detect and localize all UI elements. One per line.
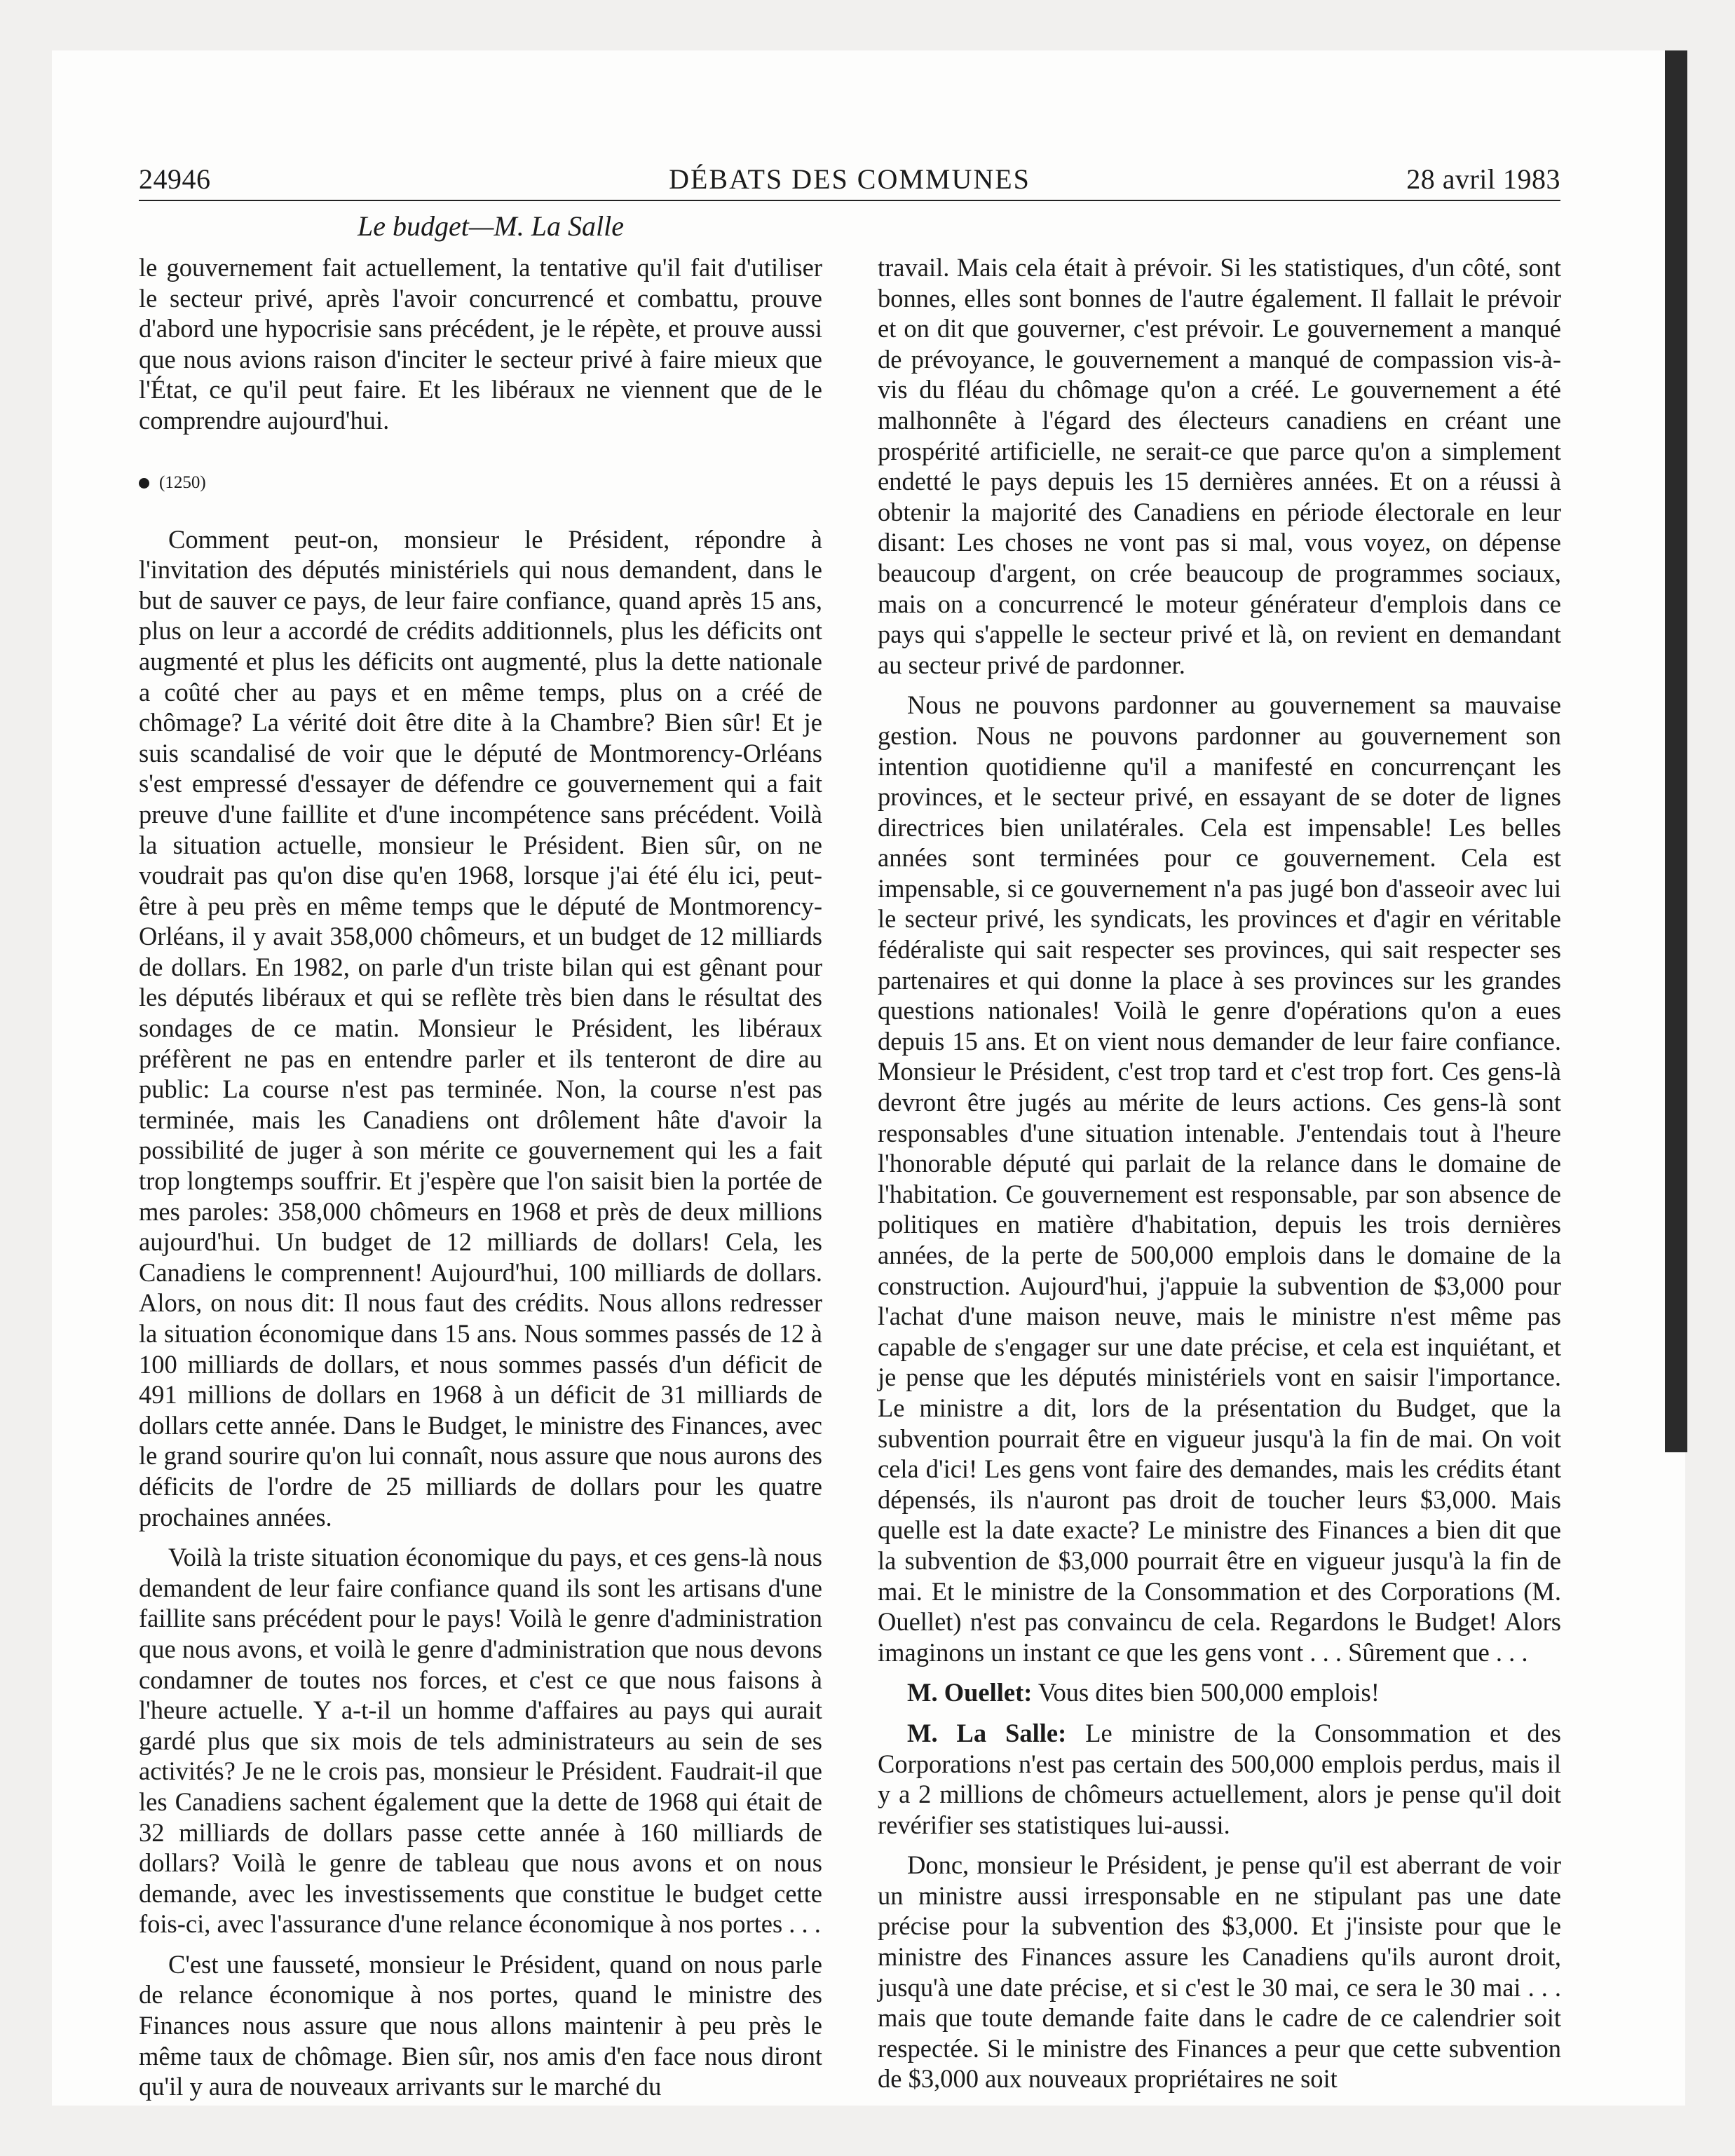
page-header [139, 160, 1560, 199]
speech-text: Le ministre de la Consommation et des Corporations n'est pas certain des 500,000 emplois perdus, mais il y a 2 millions de chômeurs actuellement, alors je pense qu'il doit revérifier ses statistiques lui-aussi. [878, 1718, 1561, 1839]
scan-edge-bar [1665, 50, 1687, 1452]
interjection [878, 1677, 1561, 1708]
time-marker [139, 472, 822, 493]
journal-title: DÉBATS DES COMMUNES [669, 163, 1030, 195]
paragraph: C'est une fausseté, monsieur le Président, quand on nous parle de relance économique à nos portes, quand le ministre des Finances nous assure que nous allons maintenir à peu près le même taux de chômage. Bien sûr, nos amis d'en face nous diront qu'il y aura de nouveaux arrivants sur le marché du [139, 1949, 822, 2101]
paragraph: Nous ne pouvons pardonner au gouvernement sa mauvaise gestion. Nous ne pouvons pardonner au gouvernement son intention quotidienne qu'il a manifesté en concurrençant les provinces, et le secteur privé, en essayant de se doter de lignes directrices bien unilatérales. Cela est impensable! Les belles années sont terminées pour ce gouvernement. Cela est impensable, si ce gouvernement n'a pas jugé bon d'asseoir avec lui le secteur privé, les syndicats, les provinces et d'agir en véritable fédéraliste qui sait respecter ses provinces, qui sait respecter ses partenaires et qui donne la place à ses provinces sur les grandes questions nationales! Voilà le genre d'opérations qu'on a eues depuis 15 ans. Et on vient nous demander de leur faire confiance. Monsieur le Président, c'est trop tard et c'est trop fort. Ces gens-là devront être jugés au mérite de leurs actions. Ces gens-là sont responsables d'une situation intenable. J'entendais tout à l'heure l'honorable député qui parlait de la relance dans le domaine de l'habitation. Ce gouvernement est responsable, par son absence de politiques en matière d'habitation, depuis les trois dernières années, de la perte de 500,000 emplois dans le domaine de la construction. Aujourd'hui, j'appuie la subvention de $3,000 pour l'achat d'une maison neuve, mais le ministre n'est même pas capable de s'engager sur une date précise, et cela est inquiétant, et je pense que les députés ministériels vont en saisir l'importance. Le ministre a dit, lors de la présentation du Budget, que la subvention pourrait être en vigueur jusqu'à la fin de mai. On voit cela d'ici! Les gens vont faire des demandes, mais les crédits étant dépensés, ils n'auront pas droit de toucher leurs $3,000. Mais quelle est la date exacte? Le ministre des Finances a bien dit que la subvention de $3,000 pourrait être en vigueur jusqu'à la fin de mai. Et le ministre de la Consommation et des Corporations (M. Ouellet) n'est pas convaincu de cela. Regardons le Budget! Alors imaginons un instant ce que les gens vont . . . Sûrement que . . . [878, 690, 1561, 1667]
bullet-icon [139, 478, 149, 489]
reply [878, 1718, 1561, 1840]
running-head: Le budget—M. La Salle [358, 210, 624, 242]
time-marker-text: (1250) [159, 472, 206, 492]
paragraph: Donc, monsieur le Président, je pense qu'il est aberrant de voir un ministre aussi irresponsable en ne stipulant pas une date précise pour la subvention des $3,000. Et j'insiste pour que le ministre des Finances assure les Canadiens qu'ils auront droit, jusqu'à une date précise, et si c'est le 30 mai, ce sera le 30 mai . . . mais que toute demande faite dans le cadre de ce calendrier soit respectée. Si le ministre des Finances a peur que cette subvention de $3,000 aux nouveaux propriétaires ne soit [878, 1850, 1561, 2094]
header-rule [139, 200, 1560, 201]
paragraph: travail. Mais cela était à prévoir. Si les statistiques, d'un côté, sont bonnes, elles sont bonnes de l'autre également. Il fallait le prévoir et on dit que gouverner, c'est prévoir. Le gouvernement a manqué de prévoyance, le gouvernement a manqué de compassion vis-à-vis du fléau du chômage qu'on a créé. Le gouvernement a été malhonnête à l'égard des électeurs canadiens en créant une prospérité artificielle, ne serait-ce que parce qu'on a simplement endetté le pays depuis les 15 dernières années. Et on a réussi à obtenir la majorité des Canadiens en période électorale en leur disant: Les choses ne vont pas si mal, vous voyez, on dépense beaucoup d'argent, on crée beaucoup de programmes sociaux, mais on a concurrencé le moteur générateur d'emplois dans ce pays qui s'appelle le secteur privé et là, on revient en demandant au secteur privé de pardonner. [878, 253, 1561, 679]
paragraph: Voilà la triste situation économique du pays, et ces gens-là nous demandent de leur faire confiance quand ils sont les artisans d'une faillite sans précédent pour le pays! Voilà le genre d'administration que nous avons, et voilà le genre d'administration que nous devons condamner de toutes nos forces, et c'est ce que nous faisons à l'heure actuelle. Y a-t-il un homme d'affaires au pays qui aurait gardé plus que six mois de tels administrateurs au sein de ses activités? Je ne le crois pas, monsieur le Président. Faudrait-il que les Canadiens sachent également que la dette de 1968 qui était de 32 milliards de dollars passe cette année à 160 milliards de dollars? Voilà le genre de tableau que nous avons et on nous demande, avec les investissements que constitue le budget cette fois-ci, avec l'assurance d'une relance économique à nos portes . . . [139, 1543, 822, 1939]
speech-text: Vous dites bien 500,000 emplois! [1037, 1678, 1380, 1707]
left-column [139, 252, 822, 2112]
speaker-name: M. Ouellet: [907, 1678, 1033, 1707]
paragraph: le gouvernement fait actuellement, la tentative qu'il fait d'utiliser le secteur privé, après l'avoir concurrencé et combattu, prouve d'abord une hypocrisie sans précédent, je le répète, et prouve aussi que nous avions raison d'inciter le secteur privé à faire mieux que l'État, ce qu'il peut faire. Et les libéraux ne viennent que de le comprendre aujourd'hui. [139, 253, 822, 435]
right-column [878, 252, 1561, 2104]
paragraph: Comment peut-on, monsieur le Président, répondre à l'invitation des députés ministériels qui nous demandent, dans le but de sauver ce pays, de leur faire confiance, quand après 15 ans, plus on leur a accordé de crédits additionnels, plus les déficits ont augmenté et plus les déficits ont augmenté, plus la dette nationale a coûté cher au pays et en même temps, plus on a créé de chômage? La vérité doit être dite à la Chambre? Bien sûr! Et je suis scandalisé de voir que le député de Montmorency-Orléans s'est empressé d'essayer de défendre ce gouvernement qui a fait preuve d'une faillite et d'une incompétence sans précédent. Voilà la situation actuelle, monsieur le Président. Bien sûr, on ne voudrait pas qu'on dise qu'en 1968, lorsque j'ai été élu ici, peut-être à peu près en même temps que le député de Montmorency-Orléans, il y avait 358,000 chômeurs, et un budget de 12 milliards de dollars. En 1982, on parle d'un triste bilan qui est gênant pour les députés libéraux et qui se reflète très bien dans le résultat des sondages de ce matin. Monsieur le Président, les libéraux préfèrent ne pas en entendre parler et ils tenteront de dire au public: La course n'est pas terminée. Non, la course n'est pas terminée, mais les Canadiens ont drôlement hâte d'avoir la possibilité de juger à son mérite ce gouvernement qui les a fait trop longtemps souffrir. Et j'espère que l'on saisit bien la portée de mes paroles: 358,000 chômeurs en 1968 et près de deux millions aujourd'hui. Un budget de 12 milliards de dollars! Cela, les Canadiens le comprennent! Aujourd'hui, 100 milliards de dollars. Alors, on nous dit: Il nous faut des crédits. Nous allons redresser la situation économique dans 15 ans. Nous sommes passés de 12 à 100 milliards de dollars, et nous sommes passés d'un déficit de 491 millions de dollars en 1968 à un déficit de 31 milliards de dollars cette année. Dans le Budget, le ministre des Finances, avec le grand sourire qu'on lui connaît, nous assure que nous aurons des déficits de l'ordre de 25 milliards de dollars pour les quatre prochaines années. [139, 524, 822, 1531]
speaker-name: M. La Salle: [907, 1718, 1067, 1747]
header-date: 28 avril 1983 [1406, 163, 1560, 195]
page-number: 24946 [139, 163, 211, 195]
